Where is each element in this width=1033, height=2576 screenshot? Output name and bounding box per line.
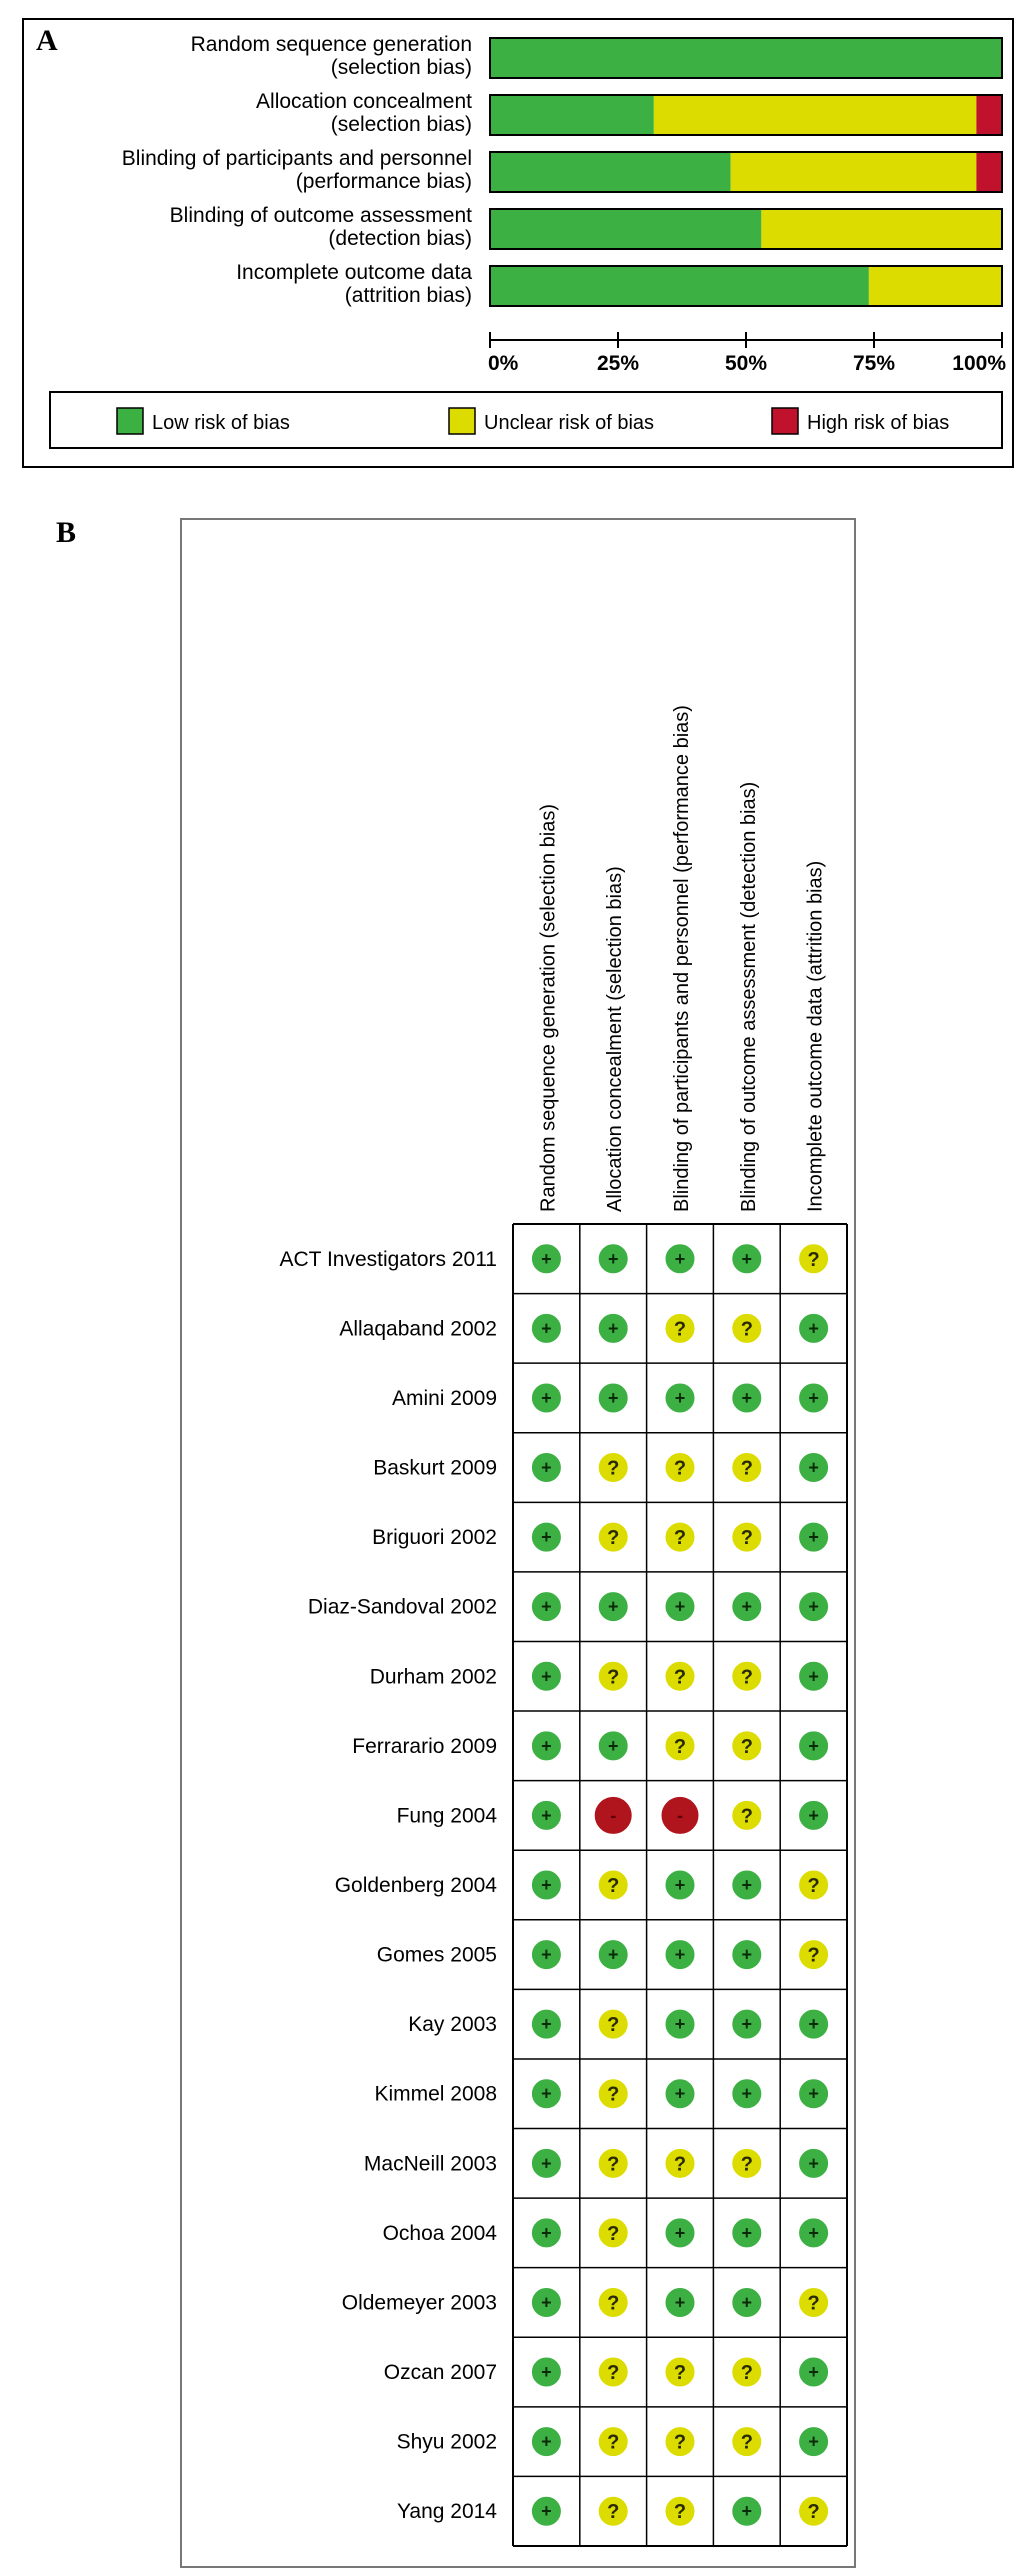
study-label: Fung 2004 <box>396 1804 497 1828</box>
rating-symbol: + <box>674 2292 686 2313</box>
study-label: Diaz-Sandoval 2002 <box>307 1595 497 1619</box>
panel-b-letter: B <box>56 516 77 549</box>
rating-symbol: ? <box>607 2014 620 2037</box>
rating-symbol: + <box>541 1944 552 1965</box>
rating-symbol: - <box>610 1805 617 1826</box>
x-tick-label: 25% <box>596 352 640 375</box>
rating-symbol: + <box>541 1527 552 1548</box>
rating-symbol: ? <box>673 2153 687 2176</box>
rating-symbol: ? <box>673 1527 687 1550</box>
x-tick-label: 75% <box>852 352 896 375</box>
rating-symbol: + <box>808 2222 819 2243</box>
rating-symbol: + <box>741 2501 753 2522</box>
category-label: Allocation concealment <box>256 90 472 113</box>
column-header: Blinding of participants and personnel (performance bias) <box>671 705 693 1212</box>
study-label: Ferrarario 2009 <box>352 1734 497 1758</box>
rating-symbol: + <box>808 1318 819 1339</box>
column-header: Incomplete outcome data (attrition bias) <box>804 860 827 1212</box>
rating-symbol: + <box>541 1735 552 1756</box>
study-label: Goldenberg 2004 <box>334 1874 497 1897</box>
rating-symbol: + <box>741 2083 753 2104</box>
rating-symbol: + <box>674 2083 686 2104</box>
column-header: Blinding of outcome assessment (detection bias) <box>737 781 760 1212</box>
rating-symbol: + <box>674 1387 686 1408</box>
rating-symbol: ? <box>673 1735 687 1758</box>
study-label: Amini 2009 <box>391 1386 497 1410</box>
study-label: ACT Investigators 2011 <box>279 1247 497 1271</box>
rating-symbol: ? <box>673 2362 687 2385</box>
rating-symbol: ? <box>607 2083 620 2106</box>
rating-symbol: + <box>741 1596 753 1617</box>
x-tick-label: 50% <box>724 352 768 375</box>
rating-symbol: + <box>541 2292 552 2313</box>
rating-symbol: + <box>674 2014 686 2035</box>
rating-symbol: + <box>808 1805 819 1826</box>
rating-symbol: + <box>808 2083 819 2104</box>
rating-symbol: + <box>541 1596 552 1617</box>
category-label: (performance bias) <box>295 170 472 193</box>
study-label: MacNeill 2003 <box>363 2152 497 2176</box>
rating-symbol: ? <box>807 2292 820 2315</box>
rating-symbol: + <box>541 2501 552 2522</box>
rating-symbol: + <box>741 2014 753 2035</box>
study-label: Gomes 2005 <box>376 1943 497 1967</box>
legend-label: High risk of bias <box>807 412 950 434</box>
study-label: Shyu 2002 <box>396 2430 497 2454</box>
study-label: Baskurt 2009 <box>373 1456 497 1480</box>
category-label: Blinding of participants and personnel <box>121 147 472 170</box>
rating-symbol: + <box>541 1248 552 1269</box>
rating-symbol: ? <box>607 2431 620 2454</box>
rating-symbol: ? <box>673 2431 687 2454</box>
rating-symbol: ? <box>807 1944 820 1967</box>
rating-symbol: + <box>541 1318 552 1339</box>
rating-symbol: + <box>541 1457 552 1478</box>
x-tick-label: 100% <box>952 352 1006 375</box>
rating-symbol: - <box>677 1805 683 1826</box>
category-label: Random sequence generation <box>190 33 472 56</box>
category-label: (selection bias) <box>330 56 472 79</box>
rating-symbol: + <box>541 2014 552 2035</box>
rating-symbol: ? <box>673 1318 687 1341</box>
study-label: Kimmel 2008 <box>374 2082 497 2106</box>
rating-symbol: ? <box>673 2501 687 2524</box>
rating-symbol: ? <box>607 2153 620 2176</box>
rating-symbol: + <box>541 2083 552 2104</box>
rating-symbol: + <box>808 2014 819 2035</box>
study-label: Oldemeyer 2003 <box>341 2291 497 2315</box>
study-label: Kay 2003 <box>408 2013 497 2037</box>
rating-symbol: ? <box>607 2222 620 2245</box>
study-label: Briguori 2002 <box>372 1526 497 1550</box>
rating-symbol: ? <box>740 1457 753 1480</box>
rating-symbol: + <box>674 1596 686 1617</box>
rating-symbol: + <box>741 1248 753 1269</box>
rating-symbol: ? <box>740 1805 753 1828</box>
rating-symbol: ? <box>607 2362 620 2385</box>
rating-symbol: ? <box>607 1527 620 1550</box>
category-label: (selection bias) <box>330 113 472 136</box>
rating-symbol: ? <box>740 2153 753 2176</box>
study-label: Yang 2014 <box>396 2500 497 2524</box>
rating-symbol: + <box>808 1666 819 1687</box>
rating-symbol: + <box>541 1387 552 1408</box>
rating-symbol: + <box>808 1457 819 1478</box>
rating-symbol: + <box>607 1248 619 1269</box>
rating-symbol: + <box>541 1875 552 1895</box>
rating-symbol: + <box>741 2292 753 2313</box>
rating-symbol: + <box>541 1666 552 1687</box>
rating-symbol: + <box>541 2431 552 2452</box>
rating-symbol: + <box>808 2362 819 2383</box>
category-label: Blinding of outcome assessment <box>169 204 472 227</box>
rating-symbol: + <box>607 1387 619 1408</box>
rating-symbol: + <box>607 1596 619 1617</box>
rating-symbol: + <box>674 1875 686 1895</box>
x-tick-label: 0% <box>488 352 519 375</box>
rating-symbol: + <box>541 2153 552 2174</box>
category-label: (attrition bias) <box>344 284 472 307</box>
legend-label: Unclear risk of bias <box>484 412 655 434</box>
rating-symbol: + <box>607 1944 619 1965</box>
rating-symbol: ? <box>740 2362 753 2385</box>
rating-symbol: + <box>808 1387 819 1408</box>
rating-symbol: + <box>541 2222 552 2243</box>
rating-symbol: ? <box>740 2431 753 2454</box>
rating-symbol: + <box>607 1318 619 1339</box>
rating-symbol: ? <box>740 1527 753 1550</box>
category-label: (detection bias) <box>328 227 472 250</box>
rating-symbol: ? <box>607 1875 620 1897</box>
rating-symbol: + <box>541 1805 552 1826</box>
rating-symbol: ? <box>607 2501 620 2524</box>
study-label: Allaqaband 2002 <box>339 1317 497 1341</box>
rating-symbol: ? <box>807 1875 820 1897</box>
rating-symbol: + <box>741 1944 753 1965</box>
column-header: Random sequence generation (selection bias) <box>537 803 560 1212</box>
rating-symbol: ? <box>740 1666 753 1689</box>
rating-symbol: + <box>808 1596 819 1617</box>
rating-symbol: + <box>674 2222 686 2243</box>
rating-symbol: + <box>607 1735 619 1756</box>
legend-label: Low risk of bias <box>152 412 290 434</box>
rating-symbol: + <box>808 1527 819 1548</box>
rating-symbol: + <box>808 2431 819 2452</box>
rating-symbol: + <box>808 1735 819 1756</box>
rating-symbol: ? <box>607 1457 620 1480</box>
rating-symbol: ? <box>673 1457 687 1480</box>
rating-symbol: + <box>541 2362 552 2383</box>
rating-symbol: ? <box>740 1318 753 1341</box>
rating-symbol: + <box>741 1387 753 1408</box>
study-label: Durham 2002 <box>369 1665 497 1689</box>
rating-symbol: + <box>674 1944 686 1965</box>
rating-symbol: ? <box>807 1248 820 1271</box>
rating-symbol: + <box>674 1248 686 1269</box>
rating-symbol: ? <box>607 1666 620 1689</box>
rating-symbol: ? <box>607 2292 620 2315</box>
rating-symbol: + <box>741 2222 753 2243</box>
panel-a-letter: A <box>36 24 58 57</box>
rating-symbol: ? <box>673 1666 687 1689</box>
rating-symbol: ? <box>740 1735 753 1758</box>
rating-symbol: + <box>808 2153 819 2174</box>
rating-symbol: + <box>741 1875 753 1895</box>
column-header: Allocation concealment (selection bias) <box>604 866 627 1212</box>
rating-symbol: ? <box>807 2501 820 2524</box>
study-label: Ochoa 2004 <box>382 2221 497 2245</box>
study-label: Ozcan 2007 <box>383 2361 497 2385</box>
category-label: Incomplete outcome data <box>236 261 472 284</box>
